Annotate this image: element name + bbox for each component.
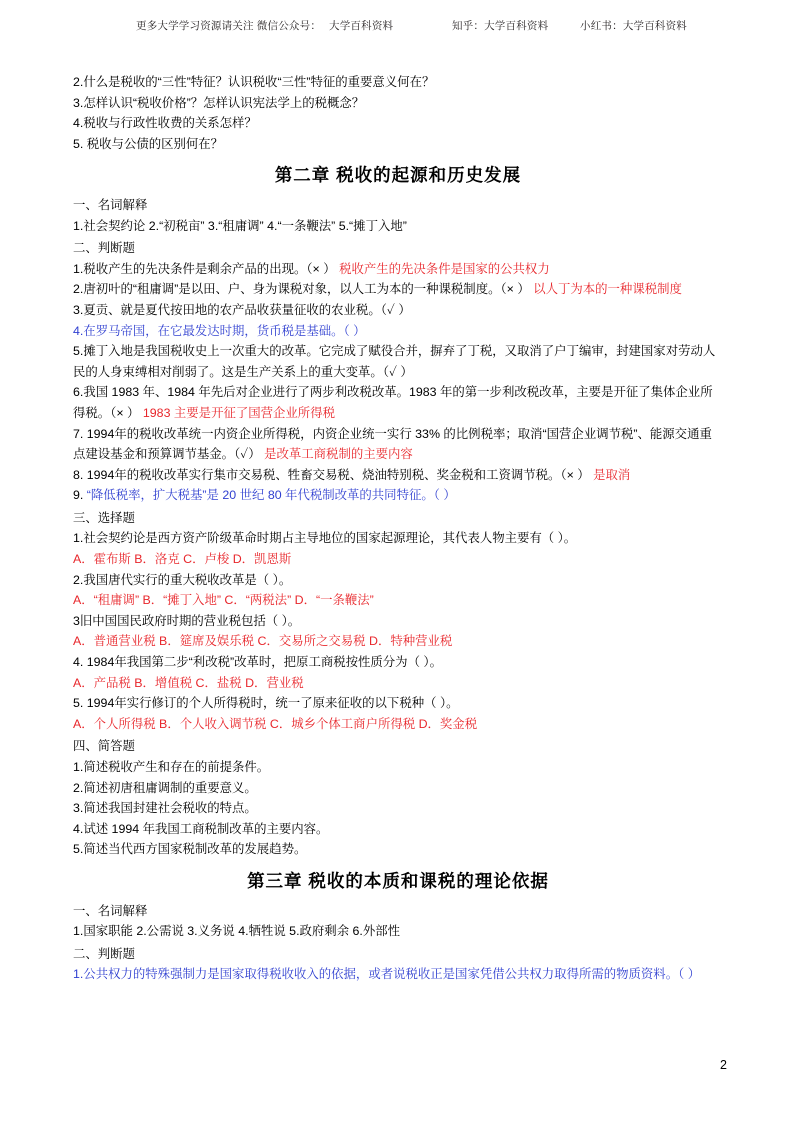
tf-item-6: 6.我国 1983 年、1984 年先后对企业进行了两步利改税改革。1983 年的第一步利改税改革，主要是开征了集体企业所得税。（× ） 1983 主要是开征了国营企业所得税 [73, 385, 713, 420]
sa-item-5: 5.简述当代西方国家税制改革的发展趋势。 [73, 842, 307, 857]
chapter2-section2-heading: 二、判断题 [73, 241, 135, 256]
mc-stem-5: 5. 1994年实行修订的个人所得税时，统一了原来征收的以下税种（ ）。 [73, 696, 459, 711]
chapter2-section3-heading: 三、选择题 [73, 510, 135, 525]
chapter3-title: 第三章 税收的本质和课税的理论依据 [247, 870, 549, 891]
mc-options-1: A．霍布斯 B．洛克 C．卢梭 D．凯恩斯 [73, 552, 292, 567]
mc-options-4: A．产品税 B．增值税 C．盐税 D．营业税 [73, 675, 304, 690]
mc-stem-1: 1.社会契约论是西方资产阶级革命时期占主导地位的国家起源理论，其代表人物主要有（ ）。 [73, 531, 577, 546]
mc-stem-4: 4. 1984年我国第二步“利改税”改革时，把原工商税按性质分为（ ）。 [73, 655, 442, 670]
watermark-left: 更多大学学习资源请关注 微信公众号： 大学百科资料 [136, 19, 394, 32]
chapter2-section1-items: 1.社会契约论 2.“初税亩” 3.“租庸调” 4.“一条鞭法” 5.“摊丁入地” [73, 218, 407, 233]
document-body [73, 72, 723, 985]
mc-stem-3: 3旧中国国民政府时期的营业税包括（ ）。 [73, 613, 301, 628]
tf-item-7: 7. 1994年的税收改革统一内资企业所得税，内资企业统一实行 33% 的比例税率；取消“国营企业调节税”、能源交通重点建设基金和预算调节基金。（✓） 是改革工商税制的主要内容 [73, 426, 712, 462]
mc-options-5: A．个人所得税 B．个人收入调节税 C．城乡个体工商户所得税 D．奖金税 [73, 716, 478, 731]
chapter2-section1-heading: 一、名词解释 [73, 197, 148, 212]
tf-item-2: 2.唐初叶的“租庸调”是以田、户、身为课税对象，以人工为本的一种课税制度。（× ） 以人丁为本的一种课税制度 [73, 282, 682, 297]
tf-item-5: 5.摊丁入地是我国税收史上一次重大的改革。它完成了赋役合并，摒弃了丁税，又取消了户丁编审，封建国家对劳动人民的人身束缚相对削弱了。这是生产关系上的重大变革。（✓ ） [73, 344, 716, 379]
chapter2-section4-heading: 四、简答题 [73, 739, 135, 754]
chapter2-title: 第二章 税收的起源和历史发展 [274, 165, 522, 186]
chapter3-section2-heading: 二、判断题 [73, 946, 135, 961]
chapter3-section1-heading: 一、名词解释 [73, 903, 148, 918]
page-number: 2 [720, 1058, 727, 1072]
watermark-middle: 知乎：大学百科资料 [452, 19, 549, 32]
tf-item-1: 1.税收产生的先决条件是剩余产品的出现。（× ） 税收产生的先决条件是国家的公共权力 [73, 261, 550, 276]
tf-item-8: 8. 1994年的税收改革实行集市交易税、牲畜交易税、烧油特别税、奖金税和工资调节税。（× ） 是取消 [73, 467, 631, 482]
sa-item-4: 4.试述 1994 年我国工商税制改革的主要内容。 [73, 821, 329, 836]
tf-item-3: 3.夏贡、就是夏代按田地的农产品收获量征收的农业税。（✓ ） [73, 302, 411, 317]
sa-item-1: 1.简述税收产生和存在的前提条件。 [73, 760, 270, 774]
sa-item-3: 3.简述我国封建社会税收的特点。 [73, 801, 257, 816]
tf-item-9: 9. “降低税率，扩大税基”是 20 世纪 80 年代税制改革的共同特征。（ ） [73, 488, 456, 503]
sa-item-2: 2.简述初唐租庸调制的重要意义。 [73, 780, 257, 795]
mc-stem-2: 2.我国唐代实行的重大税收改革是（ ）。 [73, 572, 292, 587]
carryover-q4: 4.税收与行政性收费的关系怎样？ [73, 116, 257, 131]
watermark-header [0, 10, 793, 40]
carryover-q3: 3.怎样认识“税收价格”？怎样认识宪法学上的税概念？ [73, 95, 365, 110]
chapter3-tf-item-1: 1.公共权力的特殊强制力是国家取得税收收入的依据，或者说税收正是国家凭借公共权力取得所需的物质资料。（ ） [73, 967, 701, 982]
mc-options-2: A．“租庸调” B．“摊丁入地” C．“两税法” D．“一条鞭法” [73, 593, 374, 608]
tf-item-4: 4.在罗马帝国，在它最发达时期，货币税是基础。（ ） [73, 323, 366, 338]
carryover-q2: 2.什么是税收的“三性”特征？认识税收“三性”特征的重要意义何在？ [73, 75, 435, 89]
watermark-right: 小红书：大学百科资料 [580, 19, 688, 32]
carryover-q5: 5. 税收与公债的区别何在？ [73, 136, 224, 151]
mc-options-3: A．普通营业税 B．筵席及娱乐税 C．交易所之交易税 D．特种营业税 [73, 634, 453, 649]
chapter3-section1-items: 1.国家职能 2.公需说 3.义务说 4.牺牲说 5.政府剩余 6.外部性 [73, 924, 401, 939]
